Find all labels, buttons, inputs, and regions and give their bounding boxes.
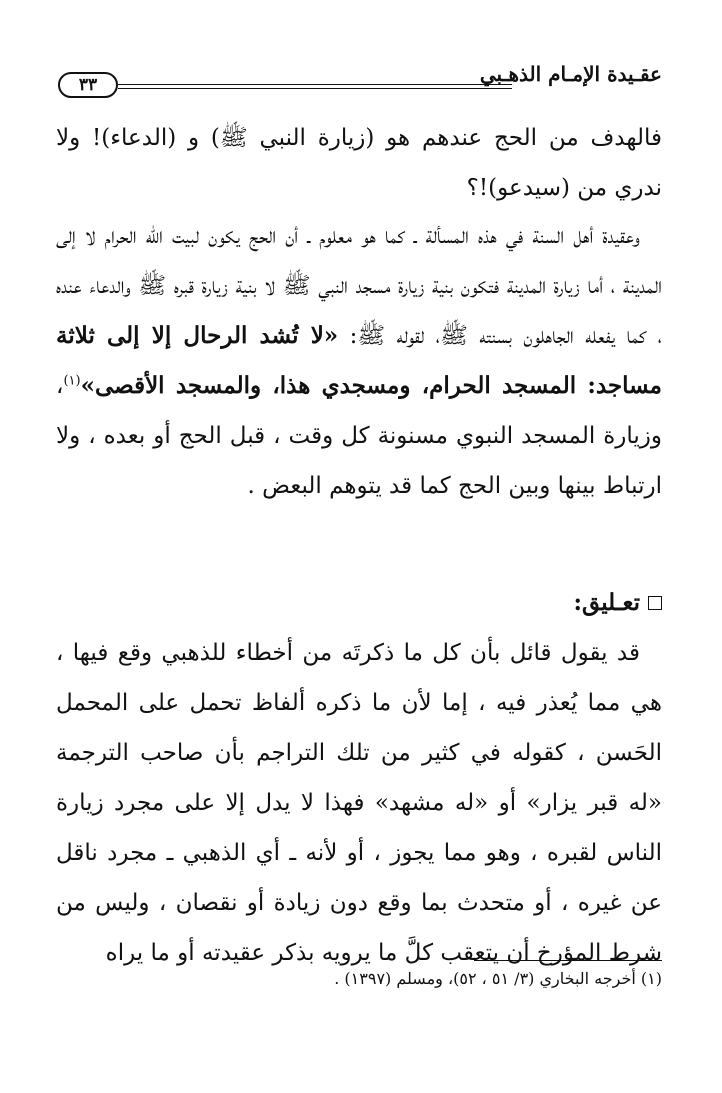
- header-rule: [118, 84, 512, 89]
- paragraph-text-part: وعقيدة أهل السنة في هذه المسألة ـ كما هو معلوم ـ أن الحج يكون لبيت الله الحرام لا إلى المدينة ، أما زيارة المدينة فتكون بنية زيارة مسجد النبي ﷺ لا بنية زيارة قبره ﷺ والدعاء عنده ، كما يفعله الجاهلون بسنته ﷺ، لقوله ﷺ:: [56, 223, 662, 349]
- paragraph-comment: [56, 628, 662, 978]
- paragraph-text: فالهدف من الحج عندهم هو (زيارة النبي ﷺ) و (الدعاء)! ولا ندري من (سيدعو)!؟: [56, 125, 662, 201]
- page-header: [58, 60, 662, 100]
- footnote-separator: [474, 960, 662, 961]
- page-number: ٣٣: [58, 72, 118, 98]
- footnote: (١) أخرجه البخاري (٣/ ٥١ ، ٥٢)، ومسلم (١٣٩٧) .: [334, 969, 662, 988]
- paragraph-hajj-goal: [56, 113, 662, 213]
- hadith-quote: «لا تُشد الرحال إلا إلى ثلاثة مساجد: المسجد الحرام، ومسجدي هذا، والمسجد الأقصى»: [56, 322, 662, 399]
- heading-text: تعـليق:: [573, 589, 640, 616]
- heading-row: [56, 578, 662, 628]
- paragraph-sunnah-belief: [56, 211, 662, 511]
- square-bullet-icon: [648, 596, 662, 610]
- paragraph-text: [56, 211, 662, 511]
- footnote-reference: (١): [63, 373, 81, 389]
- comment-heading: [56, 578, 662, 628]
- paragraph-text: قد يقول قائل بأن كل ما ذكرتَه من أخطاء للذهبي وقع فيها ، هي مما يُعذر فيه ، إما لأن ما ذكره ألفاظ تحمل على المحمل الحَسن ، كقوله في كثير من تلك التراجم بأن صاحب الترجمة «له قبر يزار» أو «له مشهد» فهذا لا يدل إلا على مجرد زيارة الناس لقبره ، وهو مما يجوز ، أو لأنه ـ أي الذهبي ـ مجرد ناقل عن غيره ، أو متحدث بما وقع دون زيادة أو نقصان ، وليس من شرط المؤرخ أن يتعقب كلَّ ما يرويه بذكر عقيدته أو ما يراه: [56, 640, 662, 966]
- paragraph-text-part: ، وزيارة المسجد النبوي مسنونة كل وقت ، قبل الحج أو بعده ، ولا ارتباط بينها وبين الحج كما قد يتوهم البعض .: [56, 373, 662, 499]
- running-title: عقـيدة الإمـام الذهـبي: [479, 62, 662, 86]
